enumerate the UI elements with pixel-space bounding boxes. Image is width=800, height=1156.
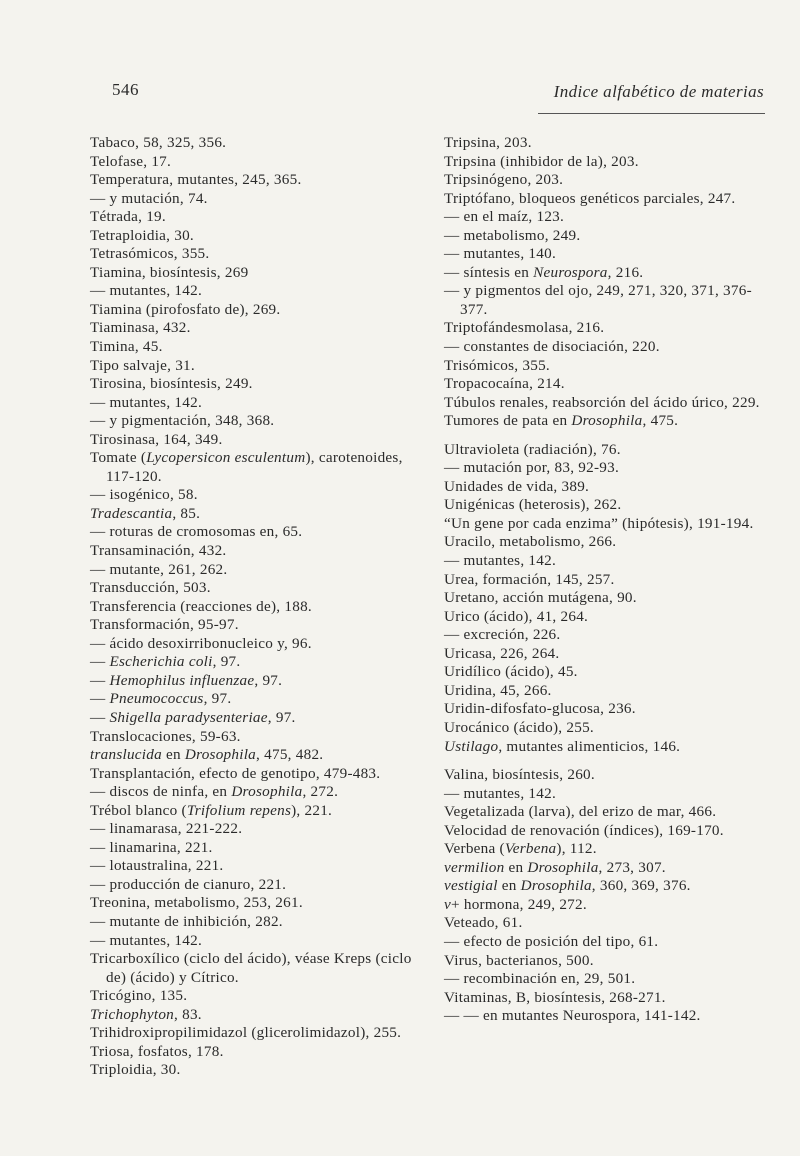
index-entry-italic-text: Ustilago — [444, 737, 499, 755]
index-entry — [90, 894, 418, 913]
index-entry — [90, 190, 418, 209]
index-entry — [90, 375, 418, 394]
index-entry — [90, 394, 418, 413]
index-entry — [444, 589, 770, 608]
index-entry — [444, 914, 770, 933]
index-entry-italic-text: Escherichia coli — [109, 653, 213, 671]
index-entry — [90, 208, 418, 227]
index-entry-text: — mutante de inhibición, 282. — [90, 912, 283, 930]
index-entry — [444, 319, 770, 338]
index-entry-text: Tirosinasa, 164, 349. — [90, 430, 223, 448]
index-entry — [90, 579, 418, 598]
index-entry — [90, 171, 418, 190]
index-entry-text: en — [497, 877, 521, 895]
index-entry-text: Telofase, 17. — [90, 152, 172, 170]
index-entry — [444, 282, 770, 319]
index-entry-text: Transducción, 503. — [90, 579, 211, 597]
index-entry — [444, 877, 770, 896]
index-entry — [444, 171, 770, 190]
index-entry — [444, 208, 770, 227]
index-entry-text: ), 221. — [291, 801, 333, 819]
index-entry-text: , 97. — [212, 653, 241, 671]
index-entry-text: — — [90, 671, 110, 689]
index-entry — [444, 533, 770, 552]
index-entry-text: Tumores de pata en — [444, 412, 572, 430]
index-entry — [444, 719, 770, 738]
index-entry — [90, 431, 418, 450]
index-entry-text: Uridina, 45, 266. — [444, 681, 552, 699]
index-entry — [444, 190, 770, 209]
index-entry-text: Ultravioleta (radiación), 76. — [444, 440, 621, 458]
index-entry-text: Translocaciones, 59-63. — [90, 727, 241, 745]
index-entry — [444, 375, 770, 394]
index-entry-text: Tripsina (inhibidor de la), 203. — [444, 152, 639, 170]
index-entry-text: , 97. — [254, 671, 283, 689]
index-entry — [444, 626, 770, 645]
index-entry-text: , 273, 307. — [598, 858, 666, 876]
index-entry-text: Transplantación, efecto de genotipo, 479-483. — [90, 764, 381, 782]
running-title: Indice alfabético de materias — [553, 82, 764, 101]
index-entry-text: , 97. — [267, 708, 296, 726]
index-entry-text: Uricasa, 226, 264. — [444, 644, 560, 662]
index-entry — [444, 496, 770, 515]
index-entry-text: — y pigmentos del ojo, 249, 271, 320, 371, 376-377. — [444, 282, 752, 318]
index-entry-italic-text: Shigella paradysenteriae — [109, 708, 268, 726]
index-entry-text: — — [90, 690, 110, 708]
index-entry-text: Uridílico (ácido), 45. — [444, 663, 578, 681]
index-entry — [444, 478, 770, 497]
index-entry — [90, 690, 418, 709]
index-entry — [444, 989, 770, 1008]
index-entry-text: — y pigmentación, 348, 368. — [90, 412, 275, 430]
index-entry — [444, 338, 770, 357]
index-entry-text: — recombinación en, 29, 501. — [444, 970, 636, 988]
index-entry-text: Urocánico (ácido), 255. — [444, 718, 594, 736]
index-entry-text: Triptofándesmolasa, 216. — [444, 319, 605, 337]
index-entry — [90, 357, 418, 376]
index-entry-text: Trébol blanco ( — [90, 801, 187, 819]
index-entry — [444, 663, 770, 682]
index-entry-text: Temperatura, mutantes, 245, 365. — [90, 171, 302, 189]
index-entry — [444, 153, 770, 172]
index-entry-text: Tiamina (pirofosfato de), 269. — [90, 300, 281, 318]
index-entry-text: — lotaustralina, 221. — [90, 857, 224, 875]
index-entry — [90, 1043, 418, 1062]
index-entry — [444, 933, 770, 952]
index-entry-text: — constantes de disociación, 220. — [444, 338, 660, 356]
index-entry — [90, 839, 418, 858]
index-entry — [90, 245, 418, 264]
index-entry-italic-text: Drosophila — [231, 783, 303, 801]
index-entry-text: — — [90, 708, 110, 726]
index-entry — [90, 134, 418, 153]
index-entry-text: Timina, 45. — [90, 338, 163, 356]
index-entry-text: Tipo salvaje, 31. — [90, 356, 195, 374]
index-entry-text: Triptófano, bloqueos genéticos parciales, 247. — [444, 189, 736, 207]
page-number: 546 — [112, 80, 139, 99]
index-entry-text: Virus, bacterianos, 500. — [444, 951, 594, 969]
index-entry-text: Trihidroxipropilimidazol (glicerolimidazol), 255. — [90, 1024, 402, 1042]
index-entry — [90, 765, 418, 784]
index-entry-text: , 83. — [174, 1005, 202, 1023]
index-entry-text: — discos de ninfa, en — [90, 783, 232, 801]
index-entry-text: Vitaminas, B, biosíntesis, 268-271. — [444, 988, 666, 1006]
index-entry-italic-text: Hemophilus influenzae — [109, 671, 255, 689]
index-entry-text: — y mutación, 74. — [90, 189, 208, 207]
index-entry — [90, 486, 418, 505]
index-entry — [90, 728, 418, 747]
index-entry — [90, 598, 418, 617]
index-entry-text: Transformación, 95-97. — [90, 616, 239, 634]
index-entry-italic-text: Tradescantia — [90, 504, 173, 522]
index-entry-text: Uridin-difosfato-glucosa, 236. — [444, 700, 636, 718]
index-entry-text: — — en mutantes Neurospora, 141-142. — [444, 1007, 701, 1025]
index-entry-text: Tricarboxílico (ciclo del ácido), véase Kreps (ciclo de) (ácido) y Cítrico. — [90, 950, 412, 986]
index-entry-italic-text: Lycopersicon esculentum — [146, 449, 306, 467]
index-entry-text: Uracilo, metabolismo, 266. — [444, 533, 617, 551]
index-entry — [90, 449, 418, 486]
index-entry-text: Urea, formación, 145, 257. — [444, 570, 615, 588]
index-entry — [444, 441, 770, 460]
index-entry — [444, 738, 770, 757]
index-entry-italic-text: Verbena — [504, 840, 557, 858]
index-entry-text: Unigénicas (heterosis), 262. — [444, 496, 622, 514]
index-entry-italic-text: Trichophyton — [90, 1005, 175, 1023]
index-entry-italic-text: v — [444, 895, 451, 913]
index-entry-text: — ácido desoxirribonucleico y, 96. — [90, 634, 312, 652]
index-entry — [90, 264, 418, 283]
index-entry-text: , 360, 369, 376. — [591, 877, 691, 895]
index-entry-text: — mutación por, 83, 92-93. — [444, 459, 620, 477]
header-rule — [538, 113, 765, 114]
index-entry-text: Tétrada, 19. — [90, 208, 166, 226]
index-entry-text: en — [161, 746, 185, 764]
index-entry-text: — en el maíz, 123. — [444, 208, 565, 226]
index-entry-text: “Un gene por cada enzima” (hipótesis), 191-194. — [444, 514, 754, 532]
entry-group-gap — [444, 431, 770, 441]
index-entry-text: — síntesis en — [444, 263, 534, 281]
index-column-left — [90, 134, 418, 1080]
index-entry — [444, 264, 770, 283]
index-entry — [90, 932, 418, 951]
index-entry — [444, 394, 770, 413]
index-entry-text: Tiamina, biosíntesis, 269 — [90, 263, 249, 281]
index-entry-text: , 272. — [302, 783, 339, 801]
index-entry-text: , 475, 482. — [256, 746, 324, 764]
index-entry — [444, 840, 770, 859]
index-entry — [444, 682, 770, 701]
index-entry-italic-text: Trifolium repens — [186, 801, 292, 819]
index-entry-text: Treonina, metabolismo, 253, 261. — [90, 894, 303, 912]
index-entry-text: — producción de cianuro, 221. — [90, 875, 287, 893]
index-entry — [90, 857, 418, 876]
index-entry-text: — linamarina, 221. — [90, 838, 213, 856]
index-entry-text: Vegetalizada (larva), del erizo de mar, 466. — [444, 803, 717, 821]
index-entry-text: — mutantes, 142. — [90, 282, 202, 300]
index-entry — [444, 896, 770, 915]
index-entry-text: Verbena ( — [444, 840, 505, 858]
index-entry — [90, 709, 418, 728]
index-entry — [444, 357, 770, 376]
index-entry-text: — efecto de posición del tipo, 61. — [444, 932, 659, 950]
index-entry — [90, 616, 418, 635]
index-entry-text: — excreción, 226. — [444, 626, 561, 644]
index-entry-text: Tripsina, 203. — [444, 134, 532, 151]
index-entry-text: , mutantes alimenticios, 146. — [498, 737, 681, 755]
index-entry — [444, 134, 770, 153]
index-entry — [90, 1024, 418, 1043]
index-entry — [444, 571, 770, 590]
index-entry-text: Túbulos renales, reabsorción del ácido úrico, 229. — [444, 393, 760, 411]
index-entry — [444, 785, 770, 804]
index-entry-text: Tricógino, 135. — [90, 987, 188, 1005]
index-entry — [444, 803, 770, 822]
index-entry-italic-text: translucida — [90, 746, 162, 764]
index-entry-text: Trisómicos, 355. — [444, 356, 550, 374]
index-entry — [90, 635, 418, 654]
index-entry-text: Unidades de vida, 389. — [444, 477, 590, 495]
index-entry-text: ), carotenoides, 117-120. — [106, 449, 403, 485]
index-entry-text: — mutantes, 142. — [444, 784, 556, 802]
index-entry — [90, 876, 418, 895]
index-entry — [444, 859, 770, 878]
entry-group-gap — [444, 756, 770, 766]
index-entry — [90, 542, 418, 561]
index-entry-text: Veteado, 61. — [444, 914, 523, 932]
index-entry — [90, 153, 418, 172]
index-entry — [90, 653, 418, 672]
index-entry-text: Triosa, fosfatos, 178. — [90, 1042, 224, 1060]
index-entry-text: Transaminación, 432. — [90, 542, 227, 560]
index-entry — [90, 227, 418, 246]
index-entry — [90, 523, 418, 542]
index-entry — [90, 913, 418, 932]
index-entry — [90, 319, 418, 338]
index-entry — [444, 970, 770, 989]
index-entry — [90, 301, 418, 320]
index-entry — [90, 1061, 418, 1080]
index-entry-text: Tabaco, 58, 325, 356. — [90, 134, 227, 151]
index-entry-text: , 97. — [203, 690, 232, 708]
index-entry-italic-text: Drosophila — [527, 858, 599, 876]
index-entry-italic-text: Neurospora — [533, 263, 608, 281]
index-entry-text: — — [90, 653, 110, 671]
index-entry — [444, 412, 770, 431]
index-entry-text: — mutantes, 142. — [444, 552, 556, 570]
index-entry-italic-text: Drosophila — [571, 412, 643, 430]
index-entry-text: Transferencia (reacciones de), 188. — [90, 597, 312, 615]
index-entry-text: Tiaminasa, 432. — [90, 319, 191, 337]
index-column-right — [444, 134, 770, 1026]
index-entry-text: Urico (ácido), 41, 264. — [444, 607, 589, 625]
index-entry — [90, 505, 418, 524]
index-entry-italic-text: Pneumococcus — [109, 690, 204, 708]
index-entry-text: — mutantes, 142. — [90, 393, 202, 411]
index-entry-text: Tetrasómicos, 355. — [90, 245, 210, 263]
index-entry — [444, 766, 770, 785]
index-entry-text: Valina, biosíntesis, 260. — [444, 766, 595, 784]
index-entry — [444, 1007, 770, 1026]
index-entry-text: — linamarasa, 221-222. — [90, 820, 243, 838]
index-entry — [90, 987, 418, 1006]
index-entry — [90, 672, 418, 691]
index-entry-italic-text: vermilion — [444, 858, 505, 876]
index-entry — [90, 820, 418, 839]
index-entry-text: ), 112. — [556, 840, 597, 858]
index-entry — [444, 822, 770, 841]
index-entry — [90, 561, 418, 580]
index-entry — [444, 245, 770, 264]
index-entry-text: Velocidad de renovación (índices), 169-170. — [444, 821, 724, 839]
index-entry-text: Tripsinógeno, 203. — [444, 171, 564, 189]
index-entry — [90, 412, 418, 431]
index-entry-text: — roturas de cromosomas en, 65. — [90, 523, 303, 541]
index-entry-italic-text: Drosophila — [520, 877, 592, 895]
index-entry-text: Uretano, acción mutágena, 90. — [444, 589, 637, 607]
index-entry-italic-text: Drosophila — [184, 746, 257, 764]
index-entry-text: — isogénico, 58. — [90, 486, 198, 504]
index-entry — [444, 645, 770, 664]
index-entry — [444, 608, 770, 627]
index-entry-text: , 85. — [172, 504, 201, 522]
index-entry — [444, 515, 770, 534]
index-entry-text: Tropacocaína, 214. — [444, 375, 565, 393]
index-entry-text: Triploidia, 30. — [90, 1061, 181, 1079]
index-entry — [90, 1006, 418, 1025]
index-entry-text: Tetraploidia, 30. — [90, 226, 194, 244]
index-entry — [444, 700, 770, 719]
index-entry-text: — mutantes, 140. — [444, 245, 556, 263]
index-entry — [90, 338, 418, 357]
index-entry — [444, 552, 770, 571]
index-entry-text: en — [504, 858, 528, 876]
index-entry — [90, 802, 418, 821]
index-entry — [90, 783, 418, 802]
index-entry — [90, 746, 418, 765]
index-entry — [444, 227, 770, 246]
index-entry-text: , 216. — [607, 263, 644, 281]
index-entry — [444, 459, 770, 478]
index-entry — [90, 282, 418, 301]
index-entry-italic-text: vestigial — [444, 877, 498, 895]
index-entry — [90, 950, 418, 987]
index-entry-text: Tirosina, biosíntesis, 249. — [90, 375, 253, 393]
index-entry-text: — mutante, 261, 262. — [90, 560, 228, 578]
index-entry-text: + hormona, 249, 272. — [451, 895, 587, 913]
index-entry-text: — mutantes, 142. — [90, 931, 202, 949]
index-entry — [444, 952, 770, 971]
index-entry-text: — metabolismo, 249. — [444, 226, 581, 244]
index-entry-text: , 475. — [642, 412, 679, 430]
index-entry-text: Tomate ( — [90, 449, 147, 467]
